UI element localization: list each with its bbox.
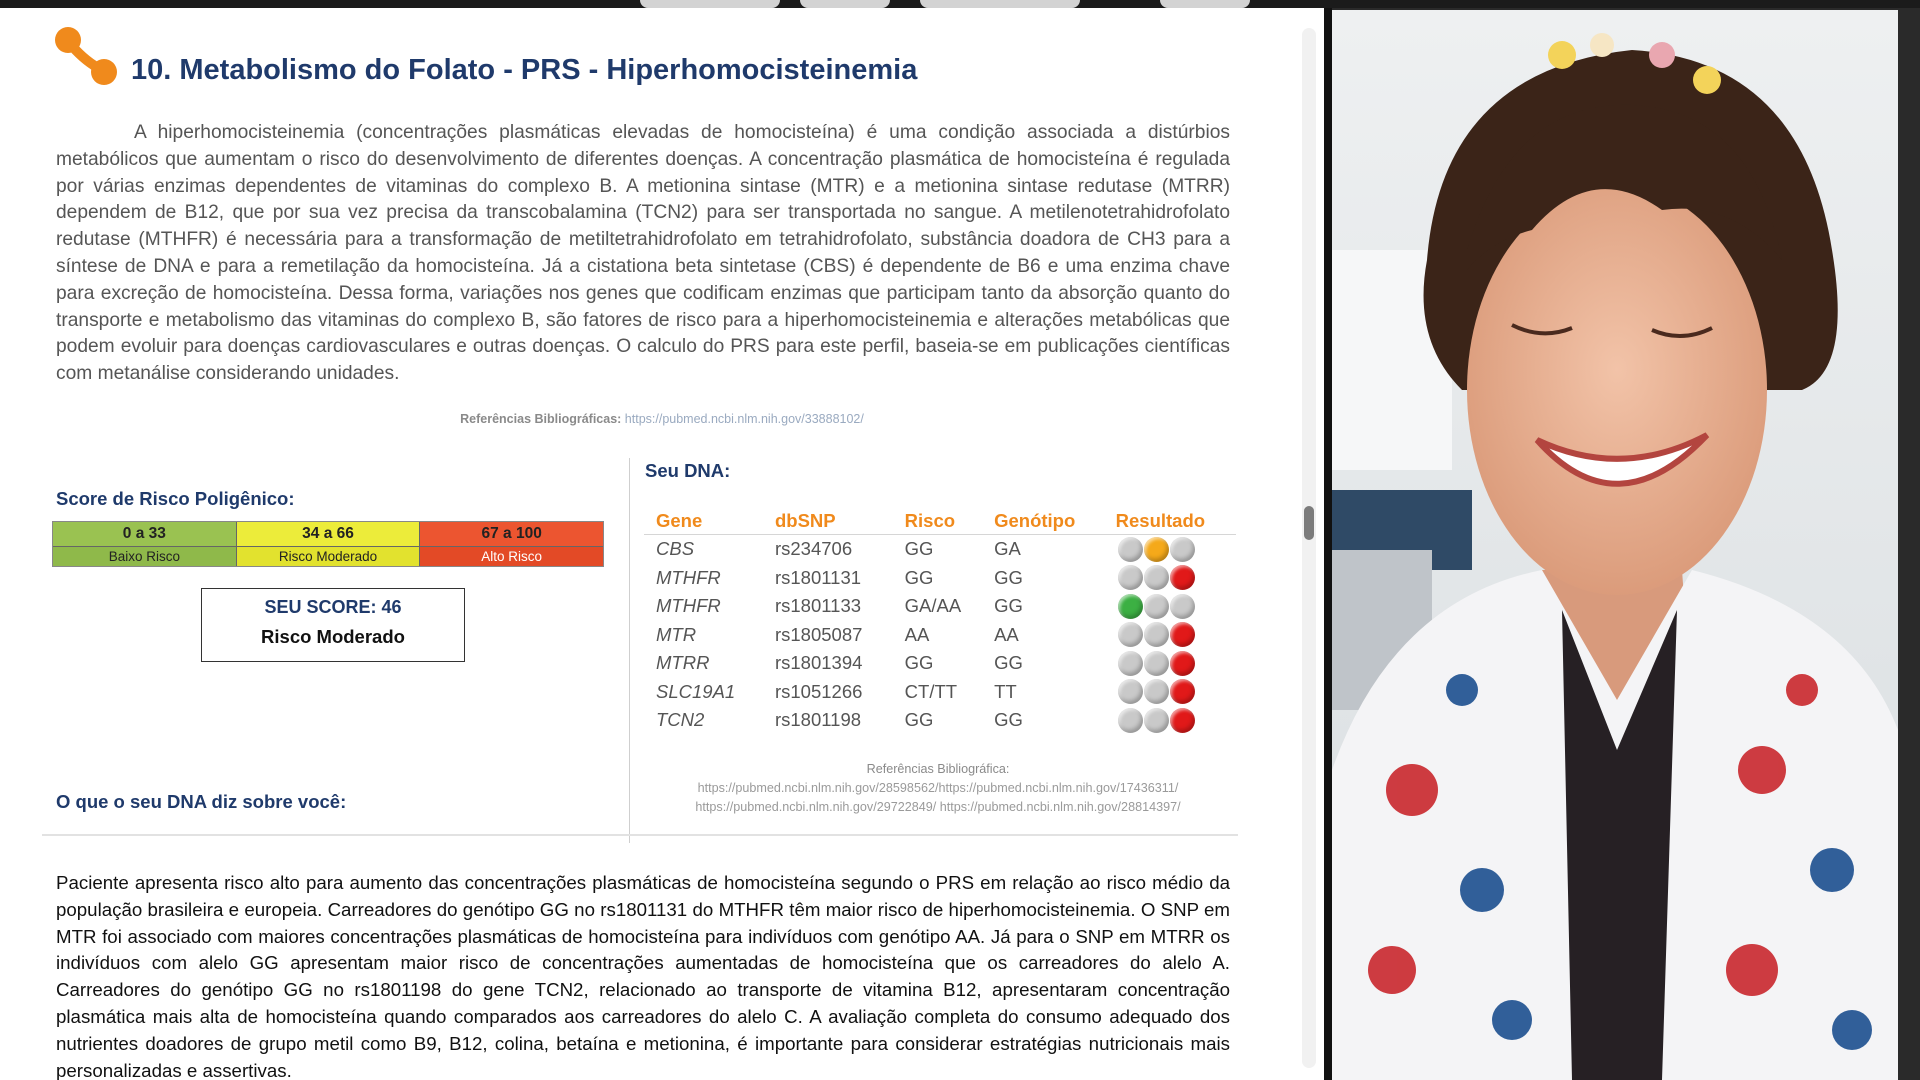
result-indicator <box>1116 565 1236 590</box>
risk-cell: AA <box>904 623 930 645</box>
window-tab[interactable] <box>1160 0 1250 8</box>
result-dot-icon <box>1170 565 1195 590</box>
genotype-cell: GA <box>994 538 1021 560</box>
risk-cell: CT/TT <box>904 680 958 702</box>
brand-logo-icon <box>52 18 122 88</box>
result-dot-icon <box>1144 679 1169 704</box>
column-header-dbsnp: dbSNP <box>763 508 893 535</box>
genotype-cell: GG <box>994 709 1023 731</box>
score-heading: Score de Risco Poligênico: <box>56 488 295 509</box>
dbsnp-cell: rs1805087 <box>774 623 863 645</box>
risk-cell: GG <box>904 709 934 731</box>
table-row <box>644 535 1236 564</box>
document-scrollbar[interactable] <box>1302 28 1316 1068</box>
dbsnp-cell: rs1051266 <box>774 680 863 702</box>
result-cell <box>1104 706 1236 735</box>
genotype-cell: GG <box>994 566 1023 588</box>
result-cell <box>1104 678 1236 707</box>
score-range: 34 a 66 <box>237 522 420 547</box>
document-viewer[interactable] <box>0 8 1324 1080</box>
result-indicator <box>1116 594 1236 619</box>
result-dot-icon <box>1118 679 1143 704</box>
webcam-video <box>1332 10 1898 1080</box>
score-scale <box>52 521 604 567</box>
dbsnp-cell: rs1801394 <box>774 652 863 674</box>
window-tab[interactable] <box>640 0 780 8</box>
column-header-result: Resultado <box>1104 508 1236 535</box>
result-dot-icon <box>1118 594 1143 619</box>
result-dot-icon <box>1170 594 1195 619</box>
gene-cell: MTRR <box>656 652 710 674</box>
score-segment-moderate <box>237 522 421 566</box>
references-label: Referências Bibliográficas: <box>460 412 622 426</box>
genotype-cell: GG <box>994 652 1023 674</box>
dna-references-label: Referências Bibliográfica: <box>866 762 1010 776</box>
table-row <box>644 621 1236 650</box>
gene-cell: CBS <box>656 538 695 560</box>
gene-cell: MTR <box>656 623 697 645</box>
window-tab[interactable] <box>920 0 1080 8</box>
column-header-gene: Gene <box>644 508 763 535</box>
reference-link[interactable]: https://pubmed.ncbi.nlm.nih.gov/29722849/ https://pubmed.ncbi.nlm.nih.gov/28814397/ <box>695 800 1181 814</box>
section-title: 10. Metabolismo do Folato - PRS - Hiperhomocisteinemia <box>131 54 918 86</box>
dna-question-heading: O que o seu DNA diz sobre você: <box>56 791 347 812</box>
score-level: Baixo Risco <box>53 547 236 566</box>
dbsnp-cell: rs1801133 <box>774 595 862 617</box>
your-score-level: Risco Moderado <box>261 626 405 647</box>
result-dot-icon <box>1144 622 1169 647</box>
genotype-cell: TT <box>994 680 1017 702</box>
genotype-cell: AA <box>994 623 1019 645</box>
gene-cell: SLC19A1 <box>656 680 736 702</box>
gene-cell: MTHFR <box>656 566 721 588</box>
result-indicator <box>1116 622 1236 647</box>
result-indicator <box>1116 537 1236 562</box>
score-segment-high <box>420 522 603 566</box>
result-cell <box>1104 621 1236 650</box>
table-header-row <box>644 508 1236 535</box>
result-dot-icon <box>1170 537 1195 562</box>
risk-cell: GG <box>904 652 934 674</box>
column-divider <box>629 458 630 843</box>
intro-paragraph: A hiperhomocisteinemia (concentrações plasmáticas elevadas de homocisteína) é uma condição associada a distúrbios metabólicos que aumentam o risco do desenvolvimento de diferentes doenças. A concentração plasmática de homocisteína é regulada por várias enzimas dependentes de vitaminas do complexo B. A metionina sintase (MTR) e a metionina sintase redutase (MTRR) dependem de B12, que por sua vez precisa da transcobalamina (TCN2) para ser transportada no sangue. A metilenotetrahidrofolato redutase (MTHFR) é necessária para a transformação de metiltetrahidrofolato em tetrahidrofolato, substância doadora de CH3 para a síntese de DNA e para a remetilação da homocisteína. Já a cistationa beta sintetase (CBS) é dependente de B6 e uma enzima chave para excreção de homocisteína. Dessa forma, variações nos genes que codificam enzimas que participam tanto da absorção quanto do transporte e metabolismo das vitaminas do complexo B, são fatores de risco para a hiperhomocisteinemia e alterações metabólicas que podem evoluir para doenças cardiovasculares e outras doenças. O calculo do PRS para este perfil, baseia-se em publicações científicas com metanálise considerando unidades. <box>56 122 1230 385</box>
dbsnp-cell: rs234706 <box>774 538 853 560</box>
result-indicator <box>1116 708 1236 733</box>
intro-references <box>0 412 1324 426</box>
result-dot-icon <box>1118 651 1143 676</box>
result-dot-icon <box>1118 537 1143 562</box>
table-row <box>644 592 1236 621</box>
score-range: 67 a 100 <box>420 522 603 547</box>
result-indicator <box>1116 651 1236 676</box>
dna-interpretation-paragraph: Paciente apresenta risco alto para aumento das concentrações plasmáticas de homocisteína segundo o PRS em relação ao risco médio da população brasileira e europeia. Carreadores do genótipo GG no rs1801131 do MTHFR têm maior risco de hiperhomocisteinemia. O SNP em MTR foi associado com maiores concentrações plasmáticas de homocisteína para indivíduos com genótipo AA. Já para o SNP em MTRR os indivíduos com alelo GG apresentam maior risco de concentrações aumentadas de homocisteína que os carreadores do alelo A. Carreadores do genótipo GG no rs1801198 do gene TCN2, relacionado ao transporte de vitamina B12, apresentaram concentração plasmática mais alta de homocisteína quando comparados aos carreadores do alelo C. A avaliação completa do consumo adequado dos nutrientes doadores de grupo metil como B9, B12, colina, betaína e metionina, é importante para considerar estratégias nutricionais mais personalizadas e assertivas. <box>56 872 1230 1080</box>
score-level: Risco Moderado <box>237 547 420 566</box>
table-row <box>644 649 1236 678</box>
result-dot-icon <box>1170 708 1195 733</box>
reference-link[interactable]: https://pubmed.ncbi.nlm.nih.gov/33888102/ <box>624 412 864 426</box>
dbsnp-cell: rs1801131 <box>774 566 862 588</box>
result-dot-icon <box>1170 622 1195 647</box>
column-header-risk: Risco <box>893 508 982 535</box>
result-indicator <box>1116 679 1236 704</box>
result-dot-icon <box>1118 565 1143 590</box>
risk-cell: GG <box>904 566 934 588</box>
dbsnp-cell: rs1801198 <box>774 709 862 731</box>
score-range: 0 a 33 <box>53 522 236 547</box>
result-dot-icon <box>1170 651 1195 676</box>
risk-cell: GA/AA <box>904 595 962 617</box>
score-segment-low <box>53 522 237 566</box>
result-dot-icon <box>1144 565 1169 590</box>
result-cell <box>1104 535 1236 564</box>
dna-heading: Seu DNA: <box>645 460 731 481</box>
risk-cell: GG <box>904 538 934 560</box>
result-dot-icon <box>1118 622 1143 647</box>
result-dot-icon <box>1170 679 1195 704</box>
presenter-video-frame <box>1332 10 1898 1080</box>
result-dot-icon <box>1144 594 1169 619</box>
result-dot-icon <box>1118 708 1143 733</box>
result-dot-icon <box>1144 537 1169 562</box>
gene-cell: MTHFR <box>656 595 721 617</box>
section-divider <box>42 834 1238 836</box>
result-cell <box>1104 564 1236 593</box>
table-row <box>644 564 1236 593</box>
window-tab[interactable] <box>800 0 890 8</box>
table-row <box>644 678 1236 707</box>
result-cell <box>1104 649 1236 678</box>
table-row <box>644 706 1236 735</box>
score-level: Alto Risco <box>420 547 603 566</box>
window-split <box>1324 8 1332 1080</box>
gene-table <box>644 508 1236 735</box>
gene-cell: TCN2 <box>656 709 705 731</box>
genotype-cell: GG <box>994 595 1023 617</box>
your-score-value: SEU SCORE: 46 <box>264 597 402 617</box>
dna-references <box>640 760 1236 817</box>
reference-link[interactable]: https://pubmed.ncbi.nlm.nih.gov/28598562/https://pubmed.ncbi.nlm.nih.gov/17436311/ <box>697 781 1179 795</box>
result-dot-icon <box>1144 651 1169 676</box>
your-score-box <box>201 588 465 662</box>
document-scrollbar-thumb[interactable] <box>1304 506 1314 540</box>
column-header-genotype: Genótipo <box>982 508 1104 535</box>
top-bar <box>0 0 1920 8</box>
result-dot-icon <box>1144 708 1169 733</box>
result-cell <box>1104 592 1236 621</box>
